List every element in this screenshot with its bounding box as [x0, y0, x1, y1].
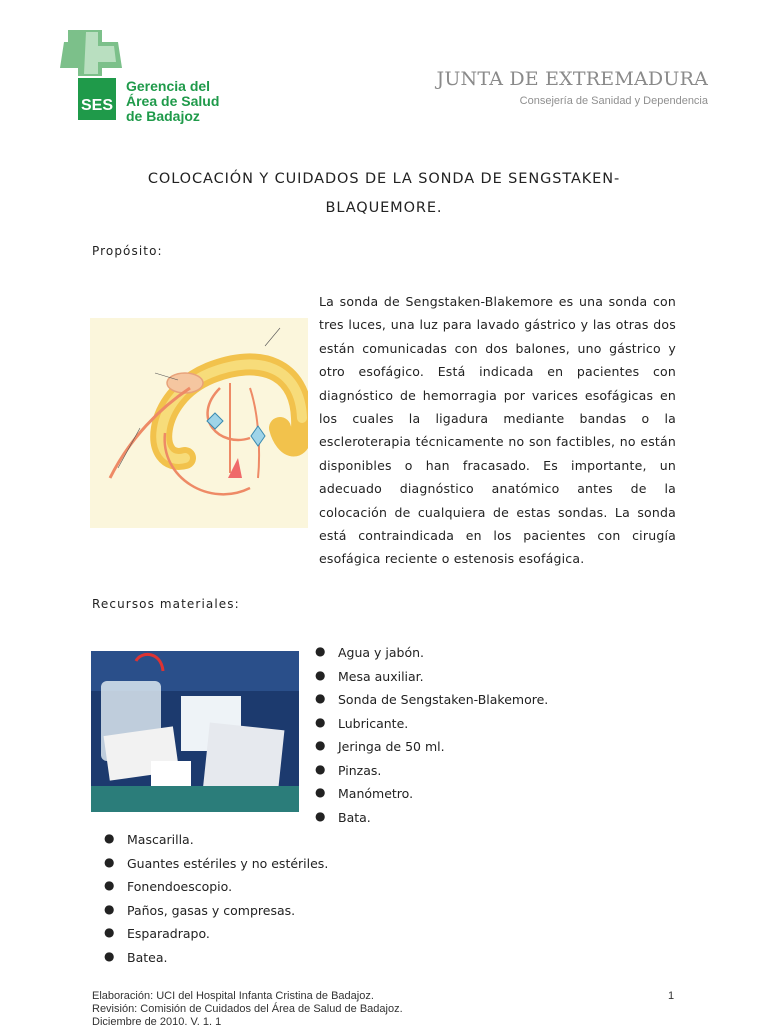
ses-logo — [58, 28, 126, 122]
list-item: ● Mascarilla. — [104, 831, 194, 847]
materials-list-left — [104, 831, 329, 973]
junta-title: JUNTA DE EXTREMADURA — [436, 68, 708, 90]
junta-subtitle: Consejería de Sanidad y Dependencia — [519, 95, 708, 107]
list-item: ● Sonda de Sengstaken-Blakemore. — [315, 691, 549, 707]
document-title-line-2: BLAQUEMORE. — [325, 200, 443, 216]
purpose-paragraph: La sonda de Sengstaken-Blakemore es una sonda con tres luces, una luz para lavado gástrico y las otras dos están comunicadas con dos balones, uno gástrico y otro esofágico. Está indicada en pacientes con diagnóstico de hemorragia por varices esofágicas en los cuales la ligadura mediante bandas o la escleroterapia técnicamente no son factibles, no están disponibles o han fracasado. Es importante, un adecuado diagnóstico anatómico antes de la colocación de cualquiera de estas sondas. La sonda está contraindicada en los pacientes con cirugía esofágica reciente o estenosis esofágica. — [319, 294, 676, 567]
resources-heading: Recursos materiales: — [92, 597, 240, 611]
list-item: ● Esparadrapo. — [104, 925, 210, 941]
photo-table — [91, 786, 299, 812]
list-item: ● Lubricante. — [315, 714, 409, 731]
org-name-line-2: Área de Salud — [126, 93, 220, 109]
footer-revision: Revisión: Comisión de Cuidados del Área de Salud de Badajoz. — [92, 1003, 403, 1015]
list-item: ● Fonendoescopio. — [104, 878, 233, 894]
sonda-diagram-image — [90, 318, 308, 528]
logo-acronym: SES — [80, 97, 114, 114]
org-name-line-1: Gerencia del — [126, 78, 211, 94]
footer-date-version: Diciembre de 2010. V. 1. 1 — [92, 1016, 222, 1028]
list-item: ● Paños, gasas y compresas. — [104, 901, 296, 918]
footer-elaboration: Elaboración: UCI del Hospital Infanta Cristina de Badajoz. — [92, 990, 374, 1002]
purpose-heading: Propósito: — [92, 244, 163, 258]
list-item: ● Batea. — [104, 948, 168, 965]
materials-photo — [91, 651, 299, 812]
list-item: ● Manómetro. — [315, 785, 414, 801]
list-item: ● Agua y jabón. — [315, 644, 425, 660]
list-item: ● Mesa auxiliar. — [315, 667, 424, 684]
list-item: ● Guantes estériles y no estériles. — [104, 854, 329, 871]
list-item: ● Bata. — [315, 808, 371, 825]
page-number: 1 — [668, 990, 675, 1002]
list-item: ● Pinzas. — [315, 761, 382, 778]
document-title-line-1: COLOCACIÓN Y CUIDADOS DE LA SONDA DE SENGSTAKEN- — [147, 171, 621, 187]
org-name-line-3: de Badajoz — [126, 108, 200, 124]
materials-list-right — [315, 644, 549, 833]
list-item: ● Jeringa de 50 ml. — [315, 738, 445, 754]
